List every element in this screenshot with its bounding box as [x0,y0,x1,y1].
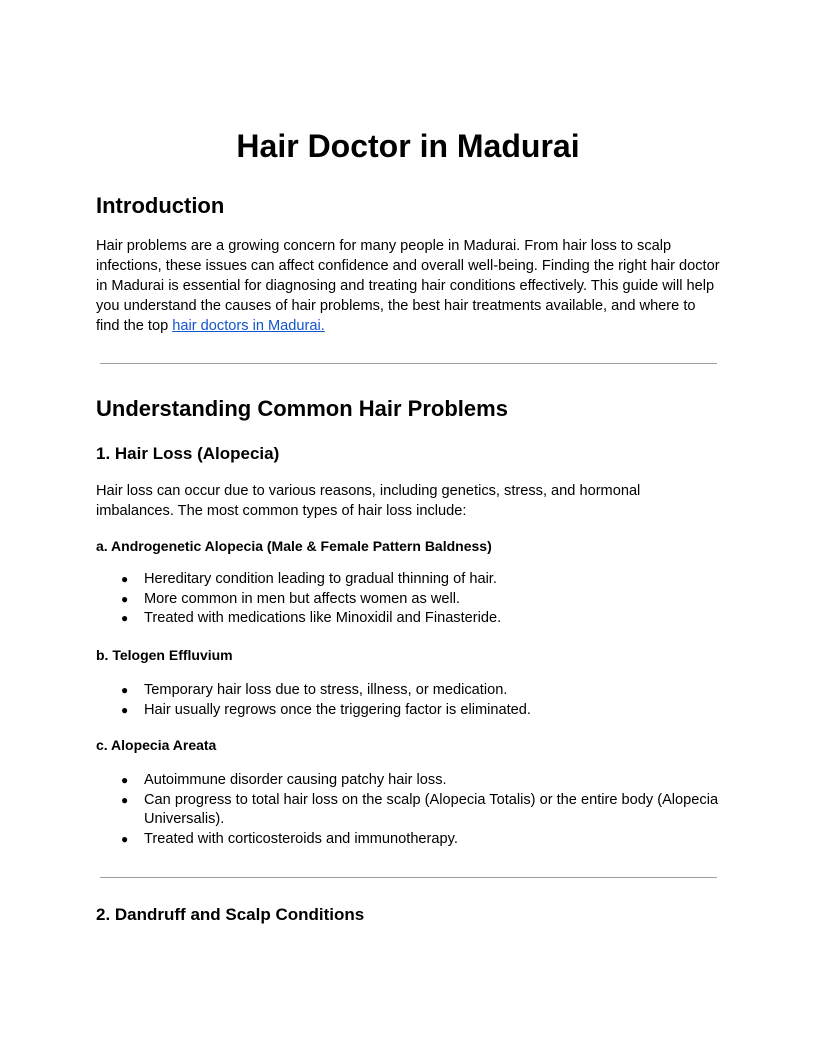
subtype-heading-telogen: b. Telogen Effluvium [96,647,233,663]
intro-paragraph [96,236,720,336]
subtype-heading-areata: c. Alopecia Areata [96,737,217,753]
list-item: ● Can progress to total hair loss on the scalp (Alopecia Totalis) or the entire body (Alopecia Universalis). [121,791,719,827]
hair-doctors-link[interactable]: hair doctors in Madurai. [172,318,325,334]
androgenetic-list [96,570,720,629]
intro-heading: Introduction [96,193,225,218]
bullet-icon: ● [121,792,129,807]
list-item: ● Treated with corticosteroids and immunotherapy. [96,830,720,850]
section-divider [100,363,717,364]
list-item: ● Temporary hair loss due to stress, illness, or medication. [96,681,720,701]
bullet-icon: ● [121,773,129,787]
bullet-icon: ● [121,683,129,697]
list-item: ● Hereditary condition leading to gradual thinning of hair. [96,570,720,590]
hair-loss-paragraph: Hair loss can occur due to various reasons, including genetics, stress, and hormonal imbalances. The most common types of hair loss include: [96,483,641,519]
hair-loss-heading: 1. Hair Loss (Alopecia) [96,444,280,463]
subtype-heading-androgenetic: a. Androgenetic Alopecia (Male & Female Pattern Baldness) [96,538,492,554]
document-title: Hair Doctor in Madurai [236,128,580,164]
dandruff-heading: 2. Dandruff and Scalp Conditions [96,905,365,924]
bullet-icon: ● [121,702,129,717]
section-divider [100,877,717,878]
list-item: ● Autoimmune disorder causing patchy hair loss. [96,771,720,791]
list-item: ● More common in men but affects women as well. [96,590,720,610]
bullet-icon: ● [121,572,129,586]
bullet-icon: ● [121,611,129,625]
bullet-icon: ● [121,591,129,606]
bullet-icon: ● [121,831,129,846]
telogen-list [96,681,720,720]
intro-text: Hair problems are a growing concern for many people in Madurai. From hair loss to scalp infections, these issues can affect confidence and overall well-being. Finding the right hair doctor in Madurai is essential for diagnosing and treating hair conditions effectively. This guide will help you understand the causes of hair problems, the best hair treatments available, and where to find the top [96,238,720,334]
areata-list [96,771,720,849]
list-item: ● Treated with medications like Minoxidil and Finasteride. [96,609,720,629]
list-item: ● Hair usually regrows once the triggering factor is eliminated. [96,701,720,721]
problems-heading: Understanding Common Hair Problems [96,396,508,421]
